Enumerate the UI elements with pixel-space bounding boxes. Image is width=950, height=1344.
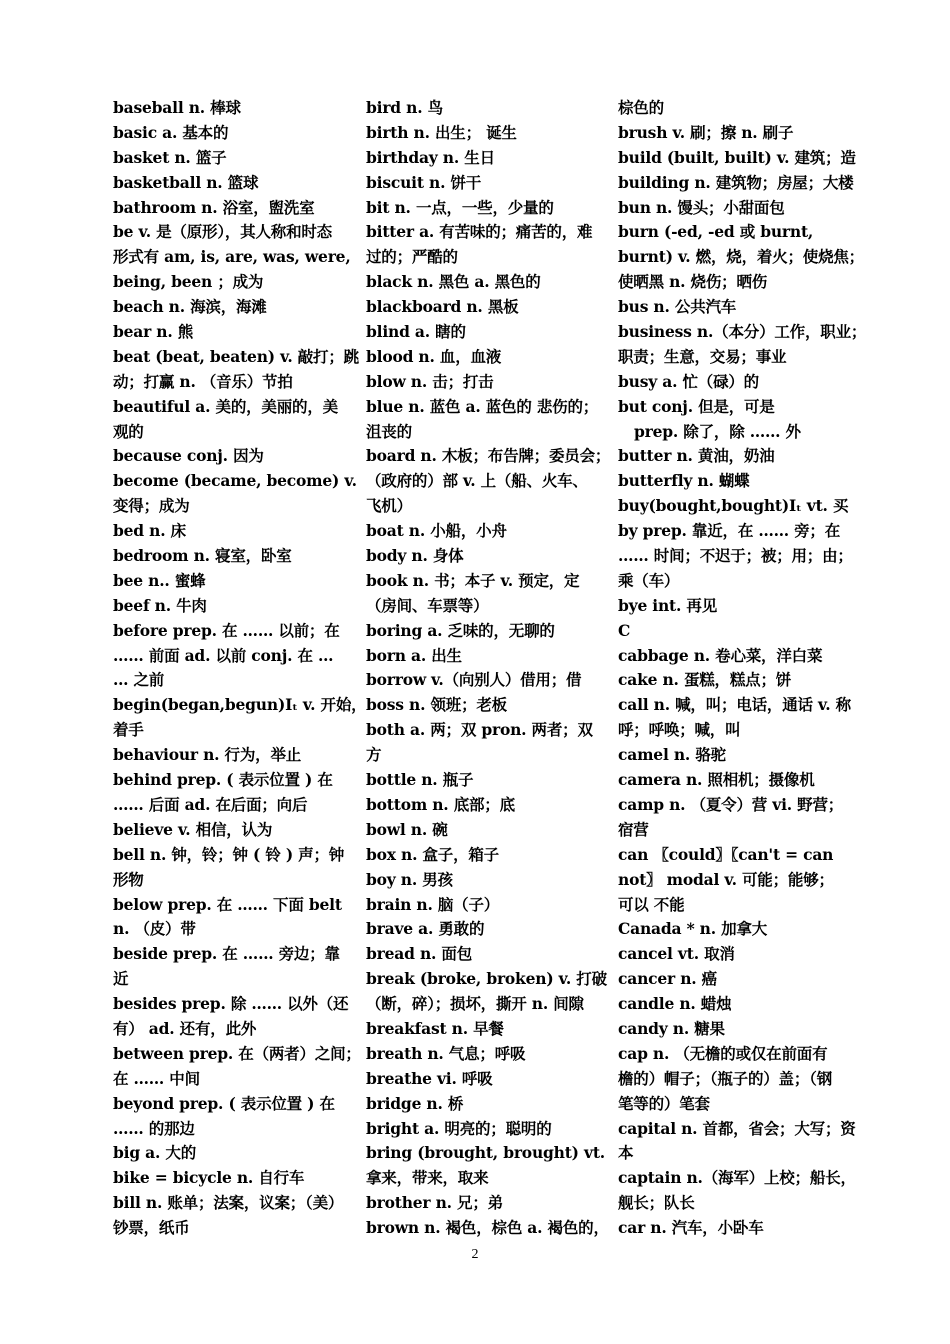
entry-line: boat n. 小船，小舟	[366, 521, 507, 541]
entry-line: brush v. 刷；擦 n. 刷子	[618, 122, 794, 142]
entry-line: capital n. 首都，省会；大写；资	[618, 1118, 856, 1138]
entry-line: birthday n. 生日	[366, 147, 495, 167]
entry-line: 过的；严酷的	[366, 247, 458, 267]
entry-line: … 之前	[113, 670, 165, 690]
entry-line: 近	[113, 969, 129, 989]
entry-line: 拿来，带来，取来	[366, 1168, 489, 1188]
entry-line: body n. 身体	[366, 546, 464, 566]
entry-line: bed n. 床	[113, 521, 186, 541]
entry-line: breath n. 气息；呼吸	[366, 1043, 526, 1063]
entry-line: beautiful a. 美的，美丽的，美	[113, 396, 338, 416]
entry-line: bee n.. 蜜蜂	[113, 570, 206, 590]
entry-line: camp n. （夏令）营 vi. 野营；	[618, 794, 844, 814]
entry-line: 棕色的	[618, 98, 664, 117]
entry-line: bright a. 明亮的；聪明的	[366, 1118, 552, 1138]
entry-line: blood n. 血，血液	[366, 346, 502, 366]
entry-line: being, been ；成为	[113, 272, 264, 292]
entry-line: blackboard n. 黑板	[366, 297, 519, 317]
entry-line: build (built, built) v. 建筑；造	[618, 147, 856, 167]
entry-line: bread n. 面包	[366, 944, 473, 964]
entry-line: behaviour n. 行为，举止	[113, 745, 302, 765]
entry-line: bye int. 再见	[618, 595, 718, 615]
entry-line: 沮丧的	[366, 421, 412, 441]
entry-line: bring (brought, brought) vt.	[366, 1143, 605, 1163]
entry-line: bowl n. 碗	[366, 819, 448, 839]
entry-line: bun n. 馒头；小甜面包	[618, 197, 785, 217]
entry-line: 乘（车）	[618, 570, 680, 590]
entry-line: 方	[366, 745, 382, 765]
entry-line: 观的	[113, 421, 144, 441]
entry-line: busy a. 忙（碌）的	[618, 371, 759, 391]
entry-line: bottom n. 底部；底	[366, 794, 515, 814]
entry-line: big a. 大的	[113, 1143, 196, 1163]
entry-line: …… 时间；不迟于；被；用；由；	[618, 546, 853, 566]
entry-line: book n. 书；本子 v. 预定，定	[366, 570, 580, 590]
entry-line: business n.（本分）工作，职业；	[618, 322, 867, 342]
entry-line: can 〖could〗〖can't = can	[618, 844, 834, 864]
entry-line: baseball n. 棒球	[113, 98, 241, 117]
entry-line: 动；打赢 n. （音乐）节拍	[113, 371, 293, 391]
entry-line: bathroom n. 浴室，盥洗室	[113, 197, 315, 217]
entry-line: butter n. 黄油，奶油	[618, 446, 775, 466]
entry-line: basket n. 篮子	[113, 147, 227, 167]
entry-line: burn (-ed, -ed 或 burnt,	[618, 222, 814, 242]
entry-line: …… 的那边	[113, 1118, 195, 1138]
entry-line: prep. 除了，除 …… 外	[634, 421, 801, 441]
entry-line: building n. 建筑物；房屋；大楼	[618, 172, 854, 192]
entry-line: 职责；生意，交易；事业	[618, 346, 787, 366]
entry-line: birth n. 出生； 诞生	[366, 122, 517, 142]
entry-line: beat (beat, beaten) v. 敲打；跳	[113, 346, 359, 366]
entry-line: behind prep. ( 表示位置 ) 在	[113, 770, 333, 790]
entry-line: biscuit n. 饼干	[366, 172, 482, 192]
entry-line: not〗 modal v. 可能；能够；	[618, 869, 834, 889]
entry-line: below prep. 在 …… 下面 belt	[113, 894, 342, 914]
entry-line: 檐的）帽子；（瓶子的）盖；（钢	[618, 1068, 833, 1088]
entry-line: C	[618, 620, 631, 640]
entry-line: 飞机）	[366, 496, 412, 516]
entry-line: blind a. 瞎的	[366, 322, 466, 342]
entry-line: borrow v.（向别人）借用；借	[366, 670, 582, 690]
entry-line: break (broke, broken) v. 打破	[366, 969, 607, 989]
entry-line: boring a. 乏味的，无聊的	[366, 620, 555, 640]
entry-line: bell n. 钟，铃；钟 ( 铃 ) 声；钟	[113, 844, 345, 864]
entry-line: bus n. 公共汽车	[618, 297, 737, 317]
entry-line: bear n. 熊	[113, 322, 194, 342]
entry-line: cancer n. 癌	[618, 969, 717, 989]
entry-line: call n. 喊，叫；电话，通话 v. 称	[618, 695, 851, 715]
entry-line: by prep. 靠近，在 …… 旁；在	[618, 521, 841, 541]
entry-line: black n. 黑色 a. 黑色的	[366, 272, 541, 292]
entry-line: blow n. 击；打击	[366, 371, 494, 391]
entry-line: candle n. 蜡烛	[618, 994, 732, 1014]
entry-line: cabbage n. 卷心菜，洋白菜	[618, 645, 823, 665]
entry-line: 使晒黑 n. 烧伤；晒伤	[618, 272, 768, 292]
entry-line: brown n. 褐色，棕色 a. 褐色的，	[366, 1218, 609, 1238]
entry-line: cap n. （无檐的或仅在前面有	[618, 1043, 828, 1063]
column-1	[113, 96, 367, 1241]
entry-line: breakfast n. 早餐	[366, 1018, 504, 1038]
entry-line: basketball n. 篮球	[113, 172, 259, 192]
entry-line: 形式有 am, is, are, was, were,	[113, 247, 351, 267]
entry-line: n. （皮）带	[113, 919, 196, 939]
entry-line: 钞票，纸币	[113, 1218, 190, 1238]
entry-line: beach n. 海滨，海滩	[113, 297, 267, 317]
entry-line: 可以 不能	[618, 894, 685, 914]
entry-line: be v. 是（原形），其人称和时态	[113, 222, 332, 242]
entry-line: both a. 两；双 pron. 两者；双	[366, 720, 593, 740]
entry-line: 在 …… 中间	[113, 1068, 200, 1088]
entry-line: but conj. 但是，可是	[618, 396, 775, 416]
entry-line: 有） ad. 还有，此外	[113, 1018, 257, 1038]
entry-line: bird n. 鸟	[366, 98, 443, 117]
entry-line: 宿营	[618, 819, 649, 839]
entry-line: car n. 汽车，小卧车	[618, 1218, 764, 1238]
entry-line: basic a. 基本的	[113, 122, 229, 142]
entry-line: buy(bought,bought)Iₜ vt. 买	[618, 496, 849, 516]
entry-line: brother n. 兄；弟	[366, 1193, 503, 1213]
entry-line: cancel vt. 取消	[618, 944, 735, 964]
entry-line: bit n. 一点，一些，少量的	[366, 197, 554, 217]
entry-line: blue n. 蓝色 a. 蓝色的 悲伤的；	[366, 396, 599, 416]
entry-line: besides prep. 除 …… 以外（还	[113, 994, 349, 1014]
entry-line: 变得；成为	[113, 496, 190, 516]
entry-line: bike = bicycle n. 自行车	[113, 1168, 305, 1188]
entry-line: butterfly n. 蝴蝶	[618, 471, 750, 491]
entry-line: bottle n. 瓶子	[366, 770, 474, 790]
entry-line: box n. 盒子，箱子	[366, 844, 499, 864]
page-number: 2	[471, 1247, 479, 1262]
entry-line: breathe vi. 呼吸	[366, 1068, 493, 1088]
entry-line: 形物	[113, 869, 144, 889]
entry-line: between prep. 在（两者）之间；	[113, 1043, 361, 1063]
entry-line: （房间、车票等）	[366, 595, 489, 615]
entry-line: 本	[618, 1143, 634, 1163]
entry-line: candy n. 糖果	[618, 1018, 725, 1038]
entry-line: beef n. 牛肉	[113, 595, 207, 615]
entry-line: boy n. 男孩	[366, 869, 453, 889]
entry-line: born a. 出生	[366, 645, 462, 665]
entry-line: （政府的）部 v. 上（船、火车、	[366, 471, 588, 491]
entry-line: bridge n. 桥	[366, 1093, 464, 1113]
entry-line: beside prep. 在 …… 旁边；靠	[113, 944, 340, 964]
entry-line: before prep. 在 …… 以前；在	[113, 620, 340, 640]
entry-line: 舰长；队长	[618, 1193, 695, 1213]
entry-line: brave a. 勇敢的	[366, 919, 485, 939]
entry-line: become (became, become) v.	[113, 471, 357, 491]
entry-line: begin(began,begun)Iₜ v. 开始，	[113, 695, 367, 715]
entry-line: …… 后面 ad. 在后面；向后	[113, 794, 308, 814]
entry-line: camera n. 照相机；摄像机	[618, 770, 815, 790]
entry-line: cake n. 蛋糕，糕点；饼	[618, 670, 792, 690]
entry-line: board n. 木板；布告牌；委员会；	[366, 446, 611, 466]
entry-line: boss n. 领班；老板	[366, 695, 507, 715]
entry-line: because conj. 因为	[113, 446, 264, 466]
entry-line: Canada * n. 加拿大	[618, 919, 768, 939]
entry-line: camel n. 骆驼	[618, 745, 726, 765]
entry-line: （断，碎）；损坏，撕开 n. 间隙	[366, 994, 584, 1014]
entry-line: beyond prep. ( 表示位置 ) 在	[113, 1093, 335, 1113]
entry-line: believe v. 相信，认为	[113, 819, 273, 839]
entry-line: …… 前面 ad. 以前 conj. 在 …	[113, 645, 334, 665]
entry-line: 呼；呼唤；喊，叫	[618, 720, 741, 740]
entry-line: bill n. 账单；法案，议案；（美）	[113, 1193, 344, 1213]
column-3	[618, 96, 867, 1241]
column-2	[366, 96, 611, 1241]
entry-line: bitter a. 有苦味的；痛苦的，难	[366, 222, 593, 242]
entry-line: burnt) v. 燃，烧，着火；使烧焦；	[618, 247, 864, 267]
entry-line: 笔等的）笔套	[618, 1093, 710, 1113]
entry-line: captain n.（海军）上校；船长，	[618, 1168, 856, 1188]
entry-line: 着手	[113, 720, 144, 740]
entry-line: bedroom n. 寝室，卧室	[113, 546, 292, 566]
entry-line: brain n. 脑（子）	[366, 894, 500, 914]
